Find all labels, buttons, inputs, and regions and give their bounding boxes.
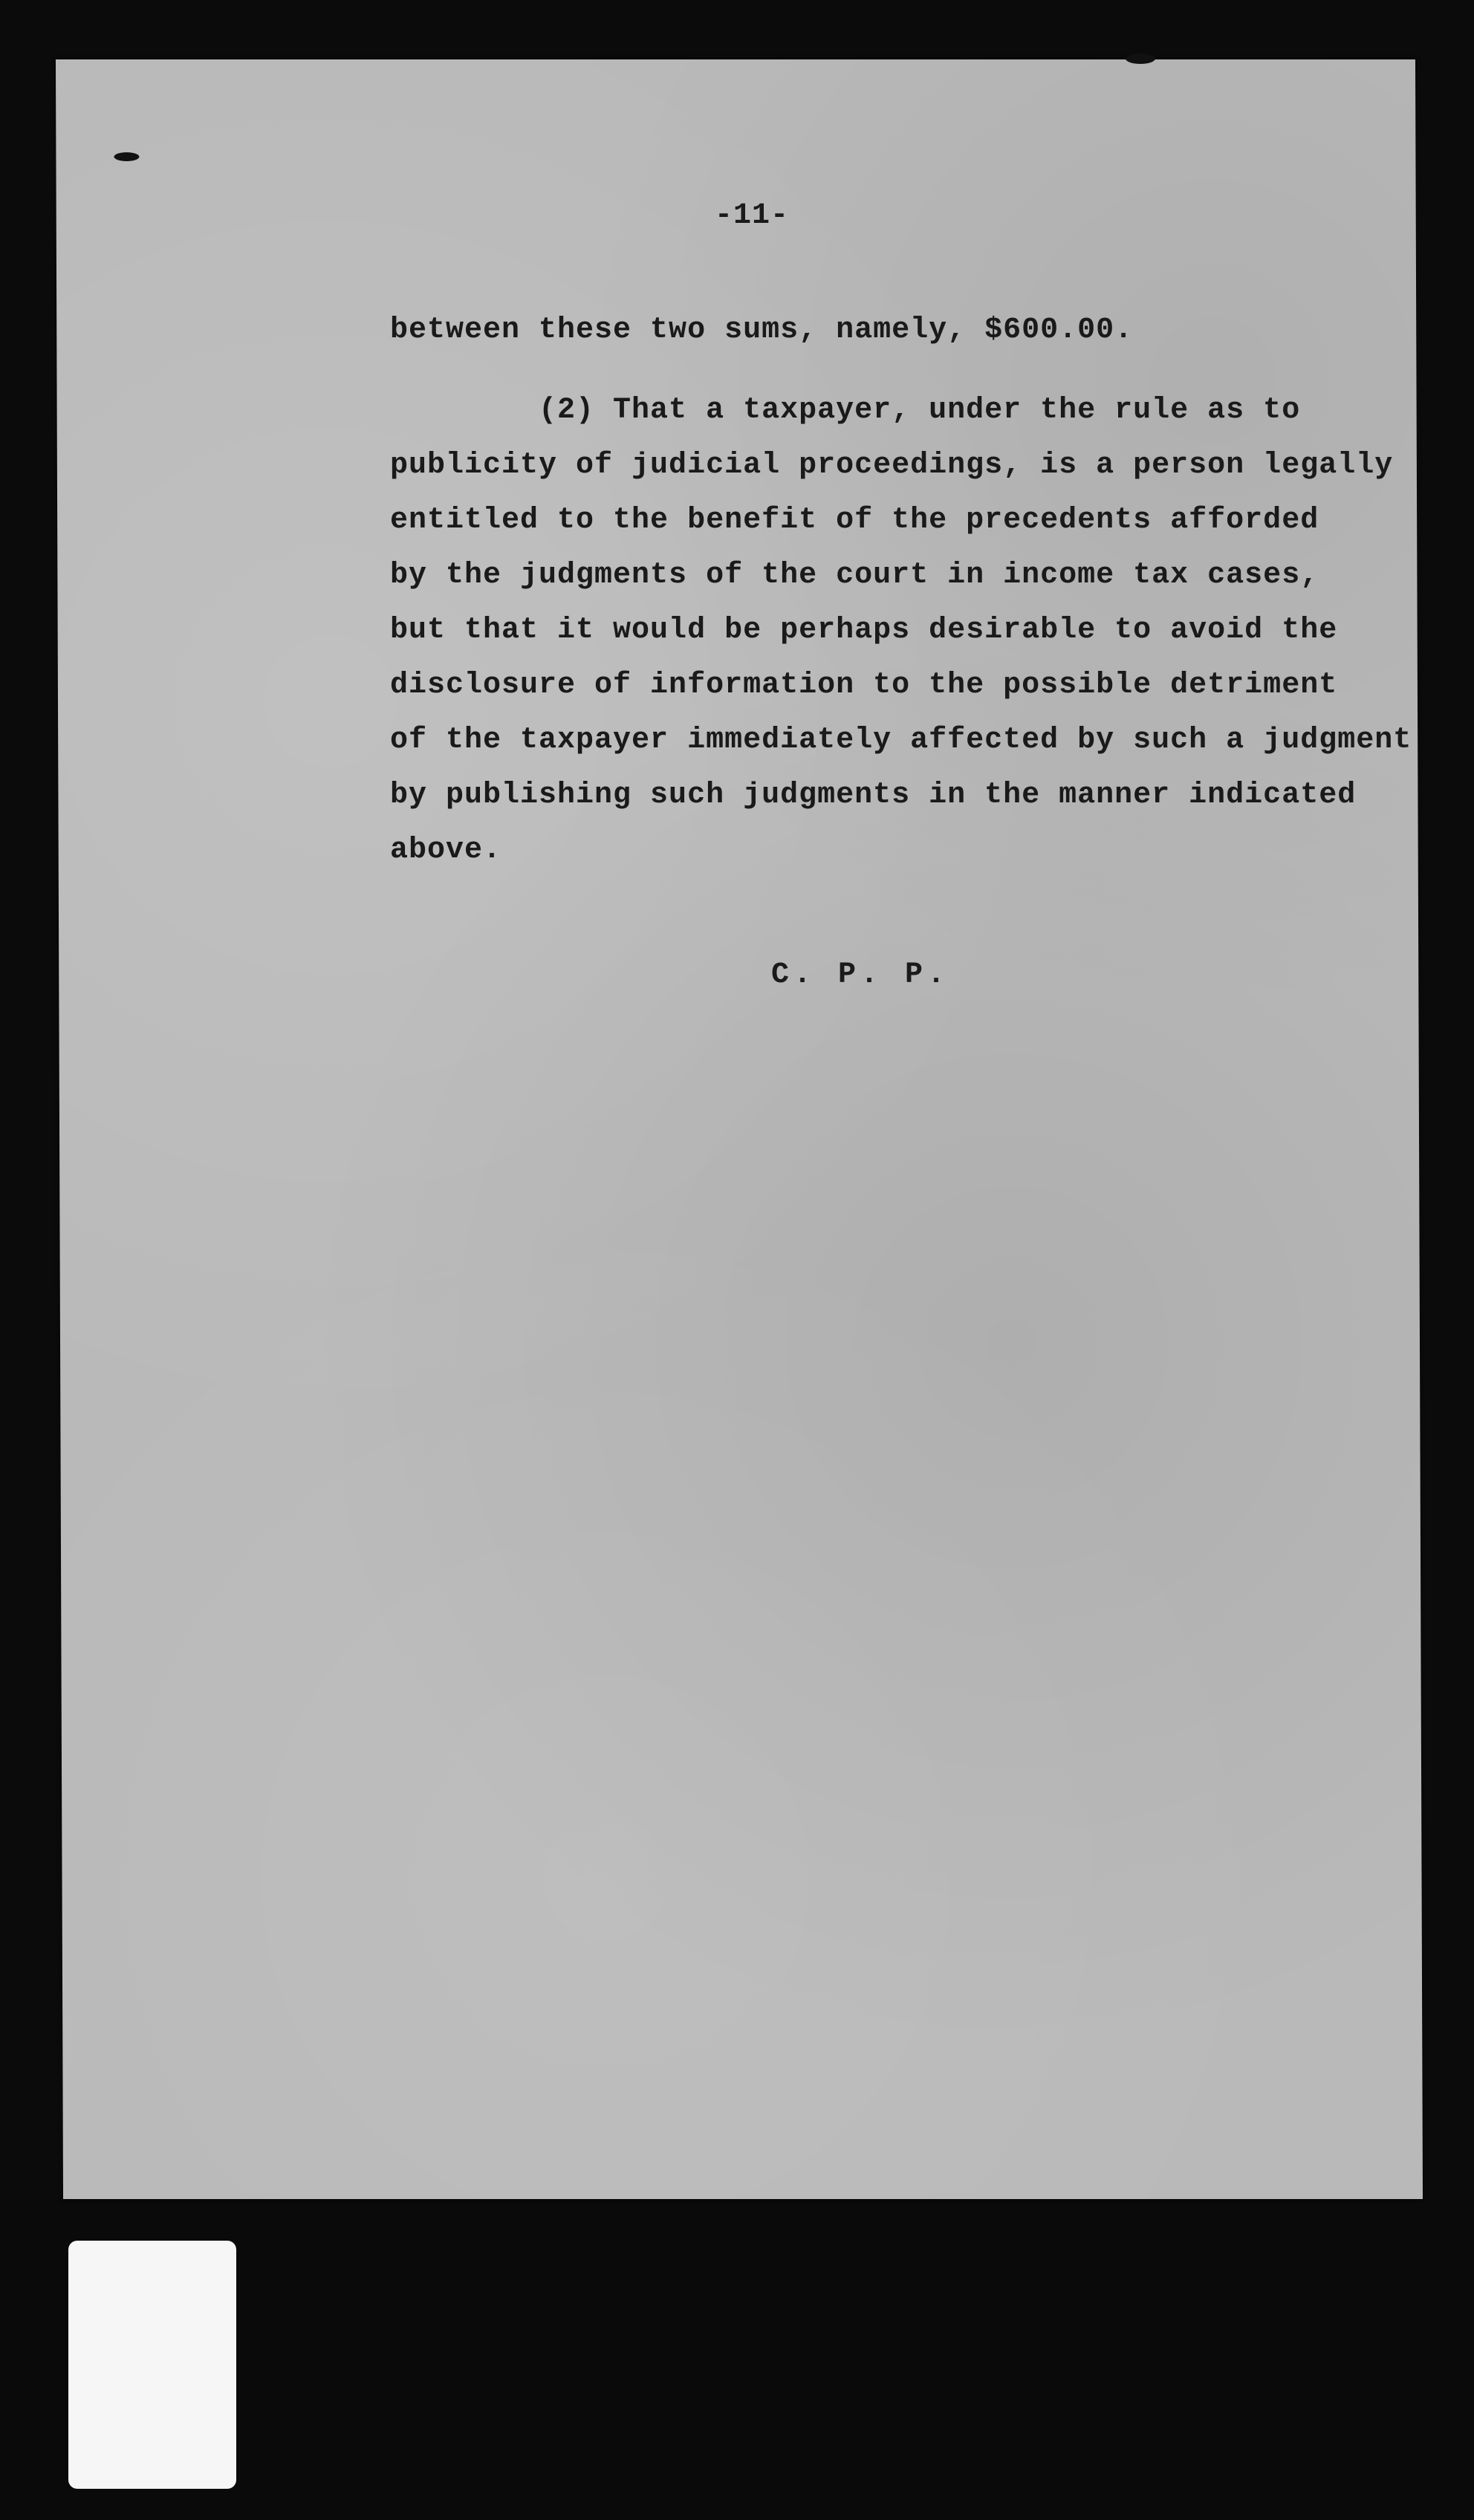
body-line: by the judgments of the court in income tax cases, [390, 559, 1319, 592]
ink-speck [1126, 53, 1155, 64]
body-line: by publishing such judgments in the manner indicated [390, 779, 1357, 812]
body-line: but that it would be perhaps desirable to avoid the [390, 614, 1338, 647]
body-line: between these two sums, namely, $600.00. [390, 314, 1134, 347]
body-line: of the taxpayer immediately affected by such a judgment [390, 724, 1412, 757]
body-line: (2) That a taxpayer, under the rule as to [390, 394, 1301, 427]
ink-speck [114, 152, 139, 161]
typed-page [56, 59, 1423, 2199]
body-line: entitled to the benefit of the precedents afforded [390, 504, 1319, 537]
white-target-card [68, 2241, 236, 2489]
body-line: disclosure of information to the possible detriment [390, 669, 1338, 702]
body-line: publicity of judicial proceedings, is a person legally [390, 449, 1394, 482]
page-number: -11- [715, 199, 790, 233]
body-line: above. [390, 834, 502, 867]
signature-initials: C. P. P. [771, 958, 950, 992]
